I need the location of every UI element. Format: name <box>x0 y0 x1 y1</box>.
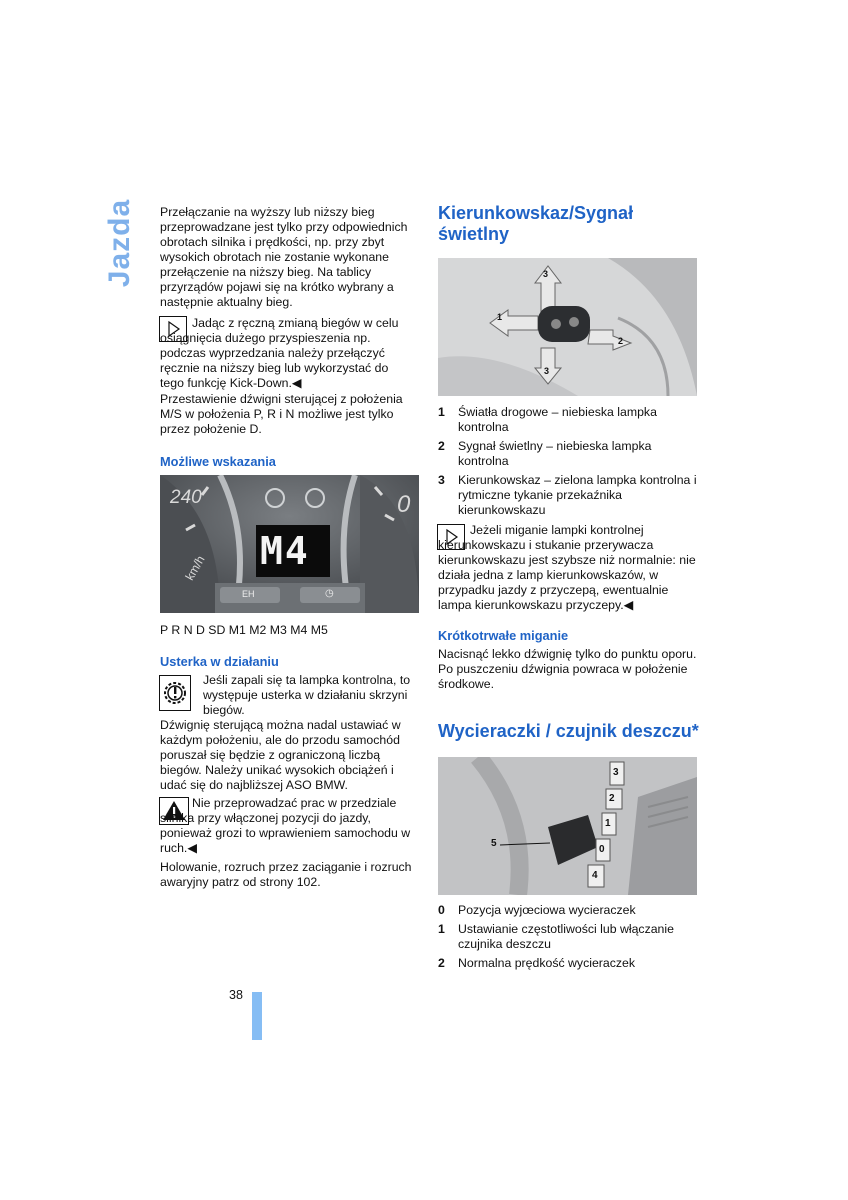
gauge-0-label: 0 <box>397 491 411 518</box>
chapter-title-text: Jazda <box>103 198 137 288</box>
wiper-figure <box>438 757 697 895</box>
heading-kierunkowskaz: Kierunkowskaz/Sygnał świetlny <box>438 203 634 244</box>
page-number: 38 <box>229 988 243 1002</box>
wiper-list <box>438 903 700 975</box>
fig1-label-3-top: 3 <box>543 269 549 279</box>
paragraph-gear-shift: Przełączanie na wyższy lub niższy bieg przeprowadzane jest tylko przy odpowiednich obrotach silnika i prędkości, np. przy zbyt wysokich obrotach nie zostanie wykonane przełączenie na niższy bieg. Na tablicy przyrządów pojawi się na krótko wybrany a następnie aktualny bieg. <box>160 205 408 309</box>
list-item: 0 Pozycja wyjœciowa wycieraczek <box>438 903 636 917</box>
fig2-label-5: 5 <box>491 838 497 849</box>
krotkotrwale-text: Nacisnąć lekko dźwignię tylko do punktu oporu. Po puszczeniu dźwignia powraca w położenie środkowe. <box>438 647 697 691</box>
fig2-label-2: 2 <box>609 793 615 804</box>
heading-krotkotrwale: Krótkotrwałe miganie <box>438 628 569 643</box>
fig2-label-0: 0 <box>599 844 605 855</box>
list-item: 2 Normalna prędkość wycieraczek <box>438 956 636 970</box>
warning-text: Nie przeprowadzać prac w przedziale silnika przy włączonej pozycji do jazdy, ponieważ grozi to wprawieniem samochodu w ruch.◀ <box>160 796 411 855</box>
fig1-label-1: 1 <box>497 312 503 322</box>
paragraph-limited-gears: Dźwignię sterującą można nadal ustawiać w każdym położeniu, ale do przodu samochód poruszał się będzie z ograniczoną liczbą biegów. Należy unikać wysokich obciążeń i udać się do najbliższej ASO BMW. <box>160 718 401 792</box>
gauge-kmh-label: km/h <box>182 553 208 583</box>
fig2-label-1: 1 <box>605 818 611 829</box>
list-item: 1 Światła drogowe – niebieska lampka kontrolna <box>438 405 657 434</box>
gear-display: M4 <box>260 529 310 573</box>
gearbox-fault-icon <box>159 675 191 711</box>
paragraph-towing: Holowanie, rozruch przez zaciąganie i rozruch awaryjny patrz od strony 102. <box>160 860 412 889</box>
chapter-side-title <box>103 198 138 288</box>
turn-signal-list <box>438 405 700 522</box>
heading-usterka: Usterka w działaniu <box>160 654 279 669</box>
list-item: 3 Kierunkowskaz – zielona lampka kontrolna i rytmiczne tykanie przekaźnika kierunkowskazu <box>438 473 697 517</box>
fig1-label-2: 2 <box>618 336 624 346</box>
gear-positions: P R N D SD M1 M2 M3 M4 M5 <box>160 623 328 637</box>
usterka-text: Jeśli zapali się ta lampka kontrolna, to występuje usterka w działaniu skrzyni biegów. <box>203 673 411 717</box>
page-marker-bar <box>252 992 262 1040</box>
heading-wycieraczki: Wycieraczki / czujnik deszczu* <box>438 721 699 741</box>
heading-mozliwe-wskazania: Możliwe wskazania <box>160 454 276 469</box>
gauge-240-label: 240 <box>170 487 202 508</box>
fig1-label-3-bottom: 3 <box>544 366 550 376</box>
paragraph-lever: Przestawienie dźwigni sterującej z położenia M/S w położenia P, R i N możliwe jest tylko przez położenie D. <box>160 392 403 436</box>
list-item: 1 Ustawianie częstotliwości lub włączanie czujnika deszczu <box>438 922 674 951</box>
list-item: 2 Sygnał świetlny – niebieska lampka kontrolna <box>438 439 652 468</box>
note-turn-signal: Jeżeli miganie lampki kontrolnej kierunkowskazu i stukanie przerywacza kierunkowskazu jest szybsze niż normalnie: nie działa jedna z lamp kierunkowskazów, w przypadku jazdy z przyczepą, ewentualnie lampa kierunkowskazu przyczepy.◀ <box>438 523 696 612</box>
cluster-button-label: EH <box>242 589 255 599</box>
turn-signal-figure <box>438 258 697 396</box>
note-kick-down: Jadąc z ręczną zmianą biegów w celu osiągnięcia dużego przyspieszenia np. podczas wyprzedzania należy przełączyć ręcznie na niższy bieg lub wykorzystać do tego funkcję Kick-Down.◀ <box>160 316 399 390</box>
fig2-label-3: 3 <box>613 767 619 778</box>
reset-icon: ◷ <box>325 588 334 599</box>
fig2-label-4: 4 <box>592 870 598 881</box>
instrument-cluster-figure <box>160 475 419 613</box>
